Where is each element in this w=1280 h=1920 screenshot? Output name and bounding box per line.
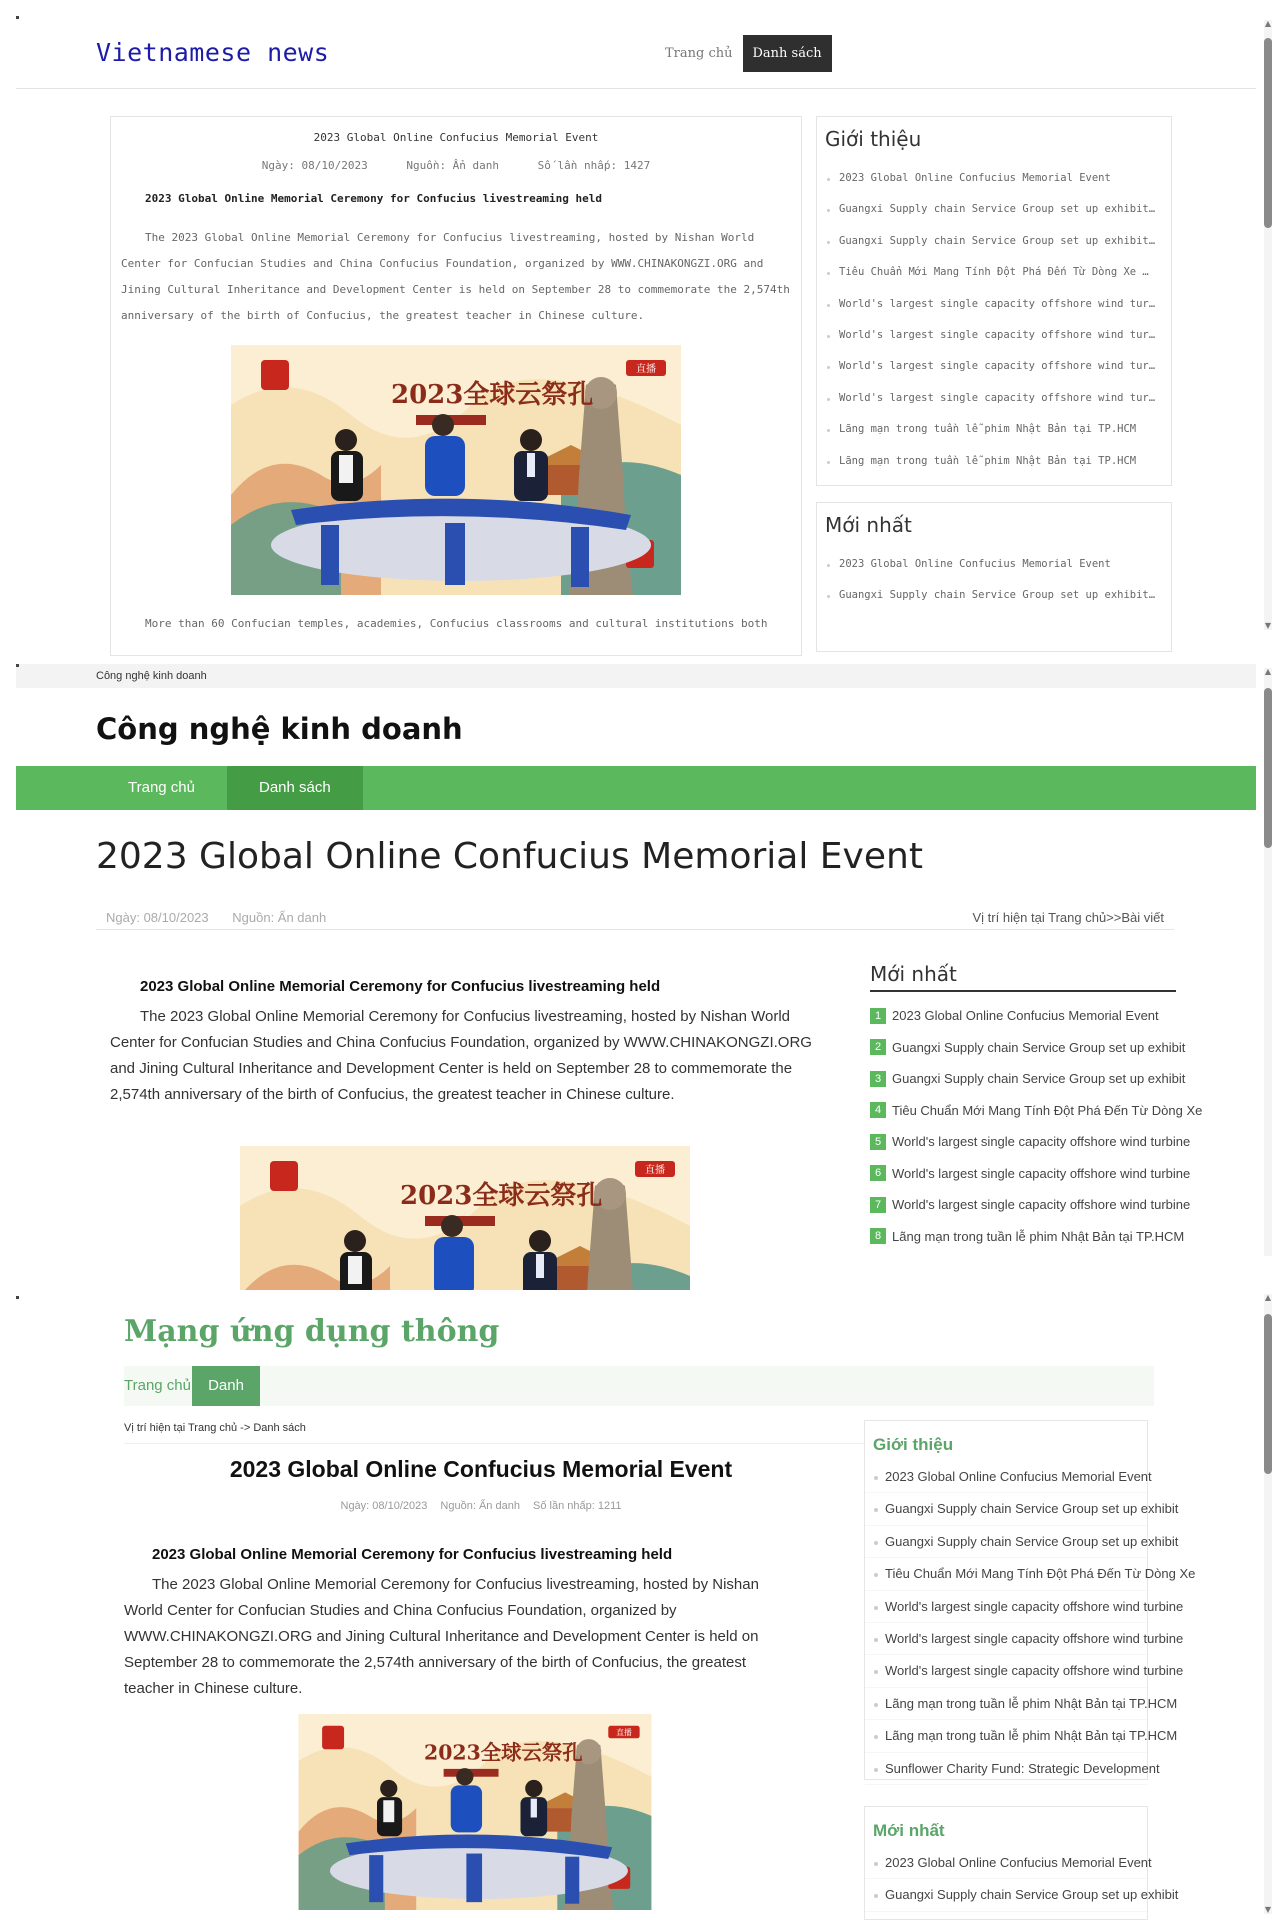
- nav-list[interactable]: Danh sách: [227, 766, 363, 810]
- article-body: The 2023 Global Online Memorial Ceremony for Confucius livestreaming, hosted by Nishan World Center for Confucian Studies and China Confucius Foundation, organized by WWW.CHINAKONGZI.ORG and Jining Cultural Inheritance and Development Center is held on September 28 to commemorate the 2,574th anniversary of the birth of Confucius, the greatest teacher in Chinese culture.: [121, 231, 790, 322]
- latest-item[interactable]: [870, 1032, 1186, 1064]
- intro-item[interactable]: Lãng mạn trong tuần lễ phim Nhật Bản tại TP.HCM: [865, 1720, 1147, 1752]
- vertical-scrollbar[interactable]: [1264, 1294, 1272, 1914]
- main-nav: [124, 1366, 1154, 1406]
- nav-list[interactable]: Danh sách: [743, 35, 832, 72]
- rank-badge: 8: [870, 1228, 886, 1244]
- rank-badge: 6: [870, 1165, 886, 1181]
- main-nav: [16, 766, 1256, 810]
- latest-item[interactable]: Guangxi Supply chain Service Group set up exhibit: [865, 1879, 1147, 1911]
- rank-badge: 1: [870, 1008, 886, 1024]
- article-meta: [124, 1500, 838, 1512]
- latest-item-title: Tiêu Chuẩn Mới Mang Tính Đột Phá Đến Từ Dòng Xe: [892, 1102, 1203, 1118]
- intro-item[interactable]: Lãng mạn trong tuần lễ phim Nhật Bản tại TP.HCM: [817, 414, 1171, 445]
- intro-item[interactable]: Guangxi Supply chain Service Group set up exhibit…: [817, 226, 1171, 257]
- latest-item[interactable]: [870, 1126, 1191, 1158]
- latest-item[interactable]: [870, 1095, 1203, 1127]
- article-views: Số lần nhấp: 1427: [537, 159, 651, 172]
- latest-item-title: Guangxi Supply chain Service Group set up exhibit: [892, 1039, 1186, 1055]
- scroll-up-icon[interactable]: ▲: [1264, 1293, 1272, 1302]
- article-image: [250, 1714, 700, 1910]
- latest-item-title: 2023 Global Online Confucius Memorial Event: [892, 1008, 1159, 1023]
- breadcrumb: Vị trí hiện tại Trang chủ>>Bài viết: [972, 910, 1164, 925]
- latest-item[interactable]: [870, 1189, 1191, 1221]
- article-meta: [111, 159, 801, 172]
- latest-item[interactable]: [870, 1158, 1191, 1190]
- intro-item[interactable]: 2023 Global Online Confucius Memorial Event: [865, 1461, 1147, 1493]
- article-date: Ngày: 08/10/2023: [261, 159, 368, 172]
- scroll-up-icon[interactable]: ▲: [1264, 19, 1272, 28]
- latest-sidebar: [870, 962, 1203, 1252]
- intro-item[interactable]: Sunflower Charity Fund: Strategic Development: [865, 1753, 1147, 1785]
- latest-item-title: Lãng mạn trong tuần lễ phim Nhật Bản tại TP.HCM: [892, 1228, 1185, 1244]
- intro-item[interactable]: Lãng mạn trong tuần lễ phim Nhật Bản tại TP.HCM: [865, 1688, 1147, 1720]
- site-title[interactable]: Công nghệ kinh doanh: [96, 712, 463, 746]
- scrollbar-thumb[interactable]: [1264, 38, 1272, 228]
- intro-heading: Giới thiệu: [873, 1435, 954, 1454]
- nav-home[interactable]: Trang chủ: [665, 46, 733, 61]
- article-title: 2023 Global Online Confucius Memorial Event: [313, 131, 599, 144]
- article-subtitle: 2023 Global Online Memorial Ceremony for Confucius livestreaming held: [145, 192, 602, 205]
- nav-home[interactable]: Trang chủ: [124, 1377, 191, 1394]
- article-source: Nguồn: Ẩn danh: [440, 1500, 520, 1512]
- scroll-down-icon[interactable]: ▼: [1264, 1905, 1272, 1914]
- site-title[interactable]: Mạng ứng dụng thông: [124, 1314, 500, 1349]
- intro-box: [816, 116, 1172, 486]
- breadcrumb: Vị trí hiện tại Trang chủ -> Danh sách: [124, 1422, 864, 1444]
- latest-item[interactable]: [870, 1000, 1176, 1032]
- page-title: 2023 Global Online Confucius Memorial Event: [229, 1456, 733, 1482]
- rank-badge: 5: [870, 1134, 886, 1150]
- latest-heading: Mới nhất: [870, 962, 1176, 992]
- nav-home[interactable]: Trang chủ: [128, 779, 195, 796]
- panel-corner-mark: [16, 16, 19, 19]
- latest-heading: Mới nhất: [825, 513, 912, 537]
- scrollbar-thumb[interactable]: [1264, 688, 1272, 848]
- scrollbar-thumb[interactable]: [1264, 1314, 1272, 1474]
- latest-item-title: World's largest single capacity offshore wind turbine: [892, 1197, 1191, 1212]
- latest-box: [816, 502, 1172, 652]
- intro-item[interactable]: Guangxi Supply chain Service Group set up exhibit: [865, 1493, 1147, 1525]
- rank-badge: 2: [870, 1039, 886, 1055]
- intro-item[interactable]: Tiêu Chuẩn Mới Mang Tính Đột Phá Đến Từ Dòng Xe …: [817, 257, 1171, 288]
- intro-heading: Giới thiệu: [825, 127, 922, 151]
- article-source: Nguồn: Ẩn danh: [406, 159, 500, 172]
- article-views: Số lần nhấp: 1211: [533, 1500, 622, 1512]
- site3-screenshot: [0, 1290, 1280, 1920]
- latest-heading: Mới nhất: [873, 1821, 945, 1840]
- article-image-wrapper: [240, 1146, 690, 1264]
- intro-item[interactable]: World's largest single capacity offshore wind turbine: [865, 1623, 1147, 1655]
- intro-item[interactable]: Lãng mạn trong tuần lễ phim Nhật Bản tại TP.HCM: [817, 446, 1171, 477]
- latest-item[interactable]: [870, 1063, 1186, 1095]
- article-meta: [96, 910, 1174, 930]
- site-logo[interactable]: Vietnamese news: [96, 38, 330, 67]
- article-image: [231, 345, 681, 595]
- article-subtitle: 2023 Global Online Memorial Ceremony for Confucius livestreaming held: [140, 978, 661, 995]
- page-title: 2023 Global Online Confucius Memorial Event: [96, 836, 923, 877]
- intro-item[interactable]: Tiêu Chuẩn Mới Mang Tính Đột Phá Đến Từ Dòng Xe: [865, 1558, 1147, 1590]
- intro-item[interactable]: World's largest single capacity offshore wind tur…: [817, 383, 1171, 414]
- latest-item-title: World's largest single capacity offshore wind turbine: [892, 1134, 1191, 1149]
- article-subtitle: 2023 Global Online Memorial Ceremony for Confucius livestreaming held: [152, 1546, 673, 1563]
- intro-item[interactable]: Guangxi Supply chain Service Group set up exhibit…: [817, 194, 1171, 225]
- latest-item[interactable]: 2023 Global Online Confucius Memorial Event: [817, 549, 1171, 580]
- nav-list[interactable]: Danh: [192, 1366, 260, 1406]
- article-body: The 2023 Global Online Memorial Ceremony for Confucius livestreaming, hosted by Nishan World Center for Confucian Studies and China Confucius Foundation, organized by WWW.CHINAKONGZI.ORG and Jining Cultural Inheritance and Development Center is held on September 28 to commemorate the 2,574th anniversary of the birth of Confucius, the greatest teacher in Chinese culture.: [124, 1576, 759, 1697]
- intro-item[interactable]: Guangxi Supply chain Service Group set up exhibit: [865, 1526, 1147, 1558]
- intro-item[interactable]: World's largest single capacity offshore wind tur…: [817, 351, 1171, 382]
- main-nav: [655, 35, 832, 72]
- panel-corner-mark: [16, 664, 19, 667]
- intro-box: [864, 1420, 1196, 1780]
- article-body: The 2023 Global Online Memorial Ceremony for Confucius livestreaming, hosted by Nishan World Center for Confucian Studies and China Confucius Foundation, organized by WWW.CHINAKONGZI.ORG and Jining Cultural Inheritance and Development Center is held on September 28 to commemorate the 2,574th anniversary of the birth of Confucius, the greatest teacher in Chinese culture.: [110, 1008, 812, 1103]
- intro-item[interactable]: World's largest single capacity offshore wind turbine: [865, 1655, 1147, 1687]
- intro-item[interactable]: World's largest single capacity offshore wind turbine: [865, 1591, 1147, 1623]
- article-date: Ngày: 08/10/2023: [340, 1500, 428, 1512]
- top-bar: Công nghệ kinh doanh: [16, 664, 1256, 688]
- header-divider: [16, 88, 1256, 89]
- site2-screenshot: [0, 664, 1280, 1264]
- latest-item[interactable]: 2023 Global Online Confucius Memorial Event: [865, 1847, 1147, 1879]
- scroll-down-icon[interactable]: ▼: [1264, 621, 1272, 630]
- latest-item-title: Guangxi Supply chain Service Group set up exhibit: [892, 1071, 1186, 1086]
- article-body-continued: More than 60 Confucian temples, academies, Confucius classrooms and cultural institutions both: [145, 617, 768, 630]
- intro-item[interactable]: World's largest single capacity offshore wind tur…: [817, 289, 1171, 320]
- latest-item[interactable]: [870, 1221, 1185, 1253]
- latest-box: [864, 1806, 1179, 1920]
- latest-item-title: World's largest single capacity offshore wind turbine: [892, 1165, 1191, 1181]
- article-source: Nguồn: Ẩn danh: [232, 910, 327, 925]
- article-card: [110, 116, 802, 656]
- panel-corner-mark: [16, 1296, 19, 1299]
- rank-badge: 4: [870, 1102, 886, 1118]
- vertical-scrollbar[interactable]: [1264, 668, 1272, 1256]
- intro-item[interactable]: World's largest single capacity offshore wind tur…: [817, 320, 1171, 351]
- latest-item[interactable]: Guangxi Supply chain Service Group set up exhibit…: [817, 580, 1171, 611]
- scroll-up-icon[interactable]: ▲: [1264, 667, 1272, 676]
- rank-badge: 3: [870, 1071, 886, 1087]
- intro-item[interactable]: 2023 Global Online Confucius Memorial Event: [817, 163, 1171, 194]
- vertical-scrollbar[interactable]: [1264, 20, 1272, 630]
- rank-badge: 7: [870, 1197, 886, 1213]
- article-date: Ngày: 08/10/2023: [106, 910, 209, 925]
- site1-screenshot: [0, 0, 1280, 640]
